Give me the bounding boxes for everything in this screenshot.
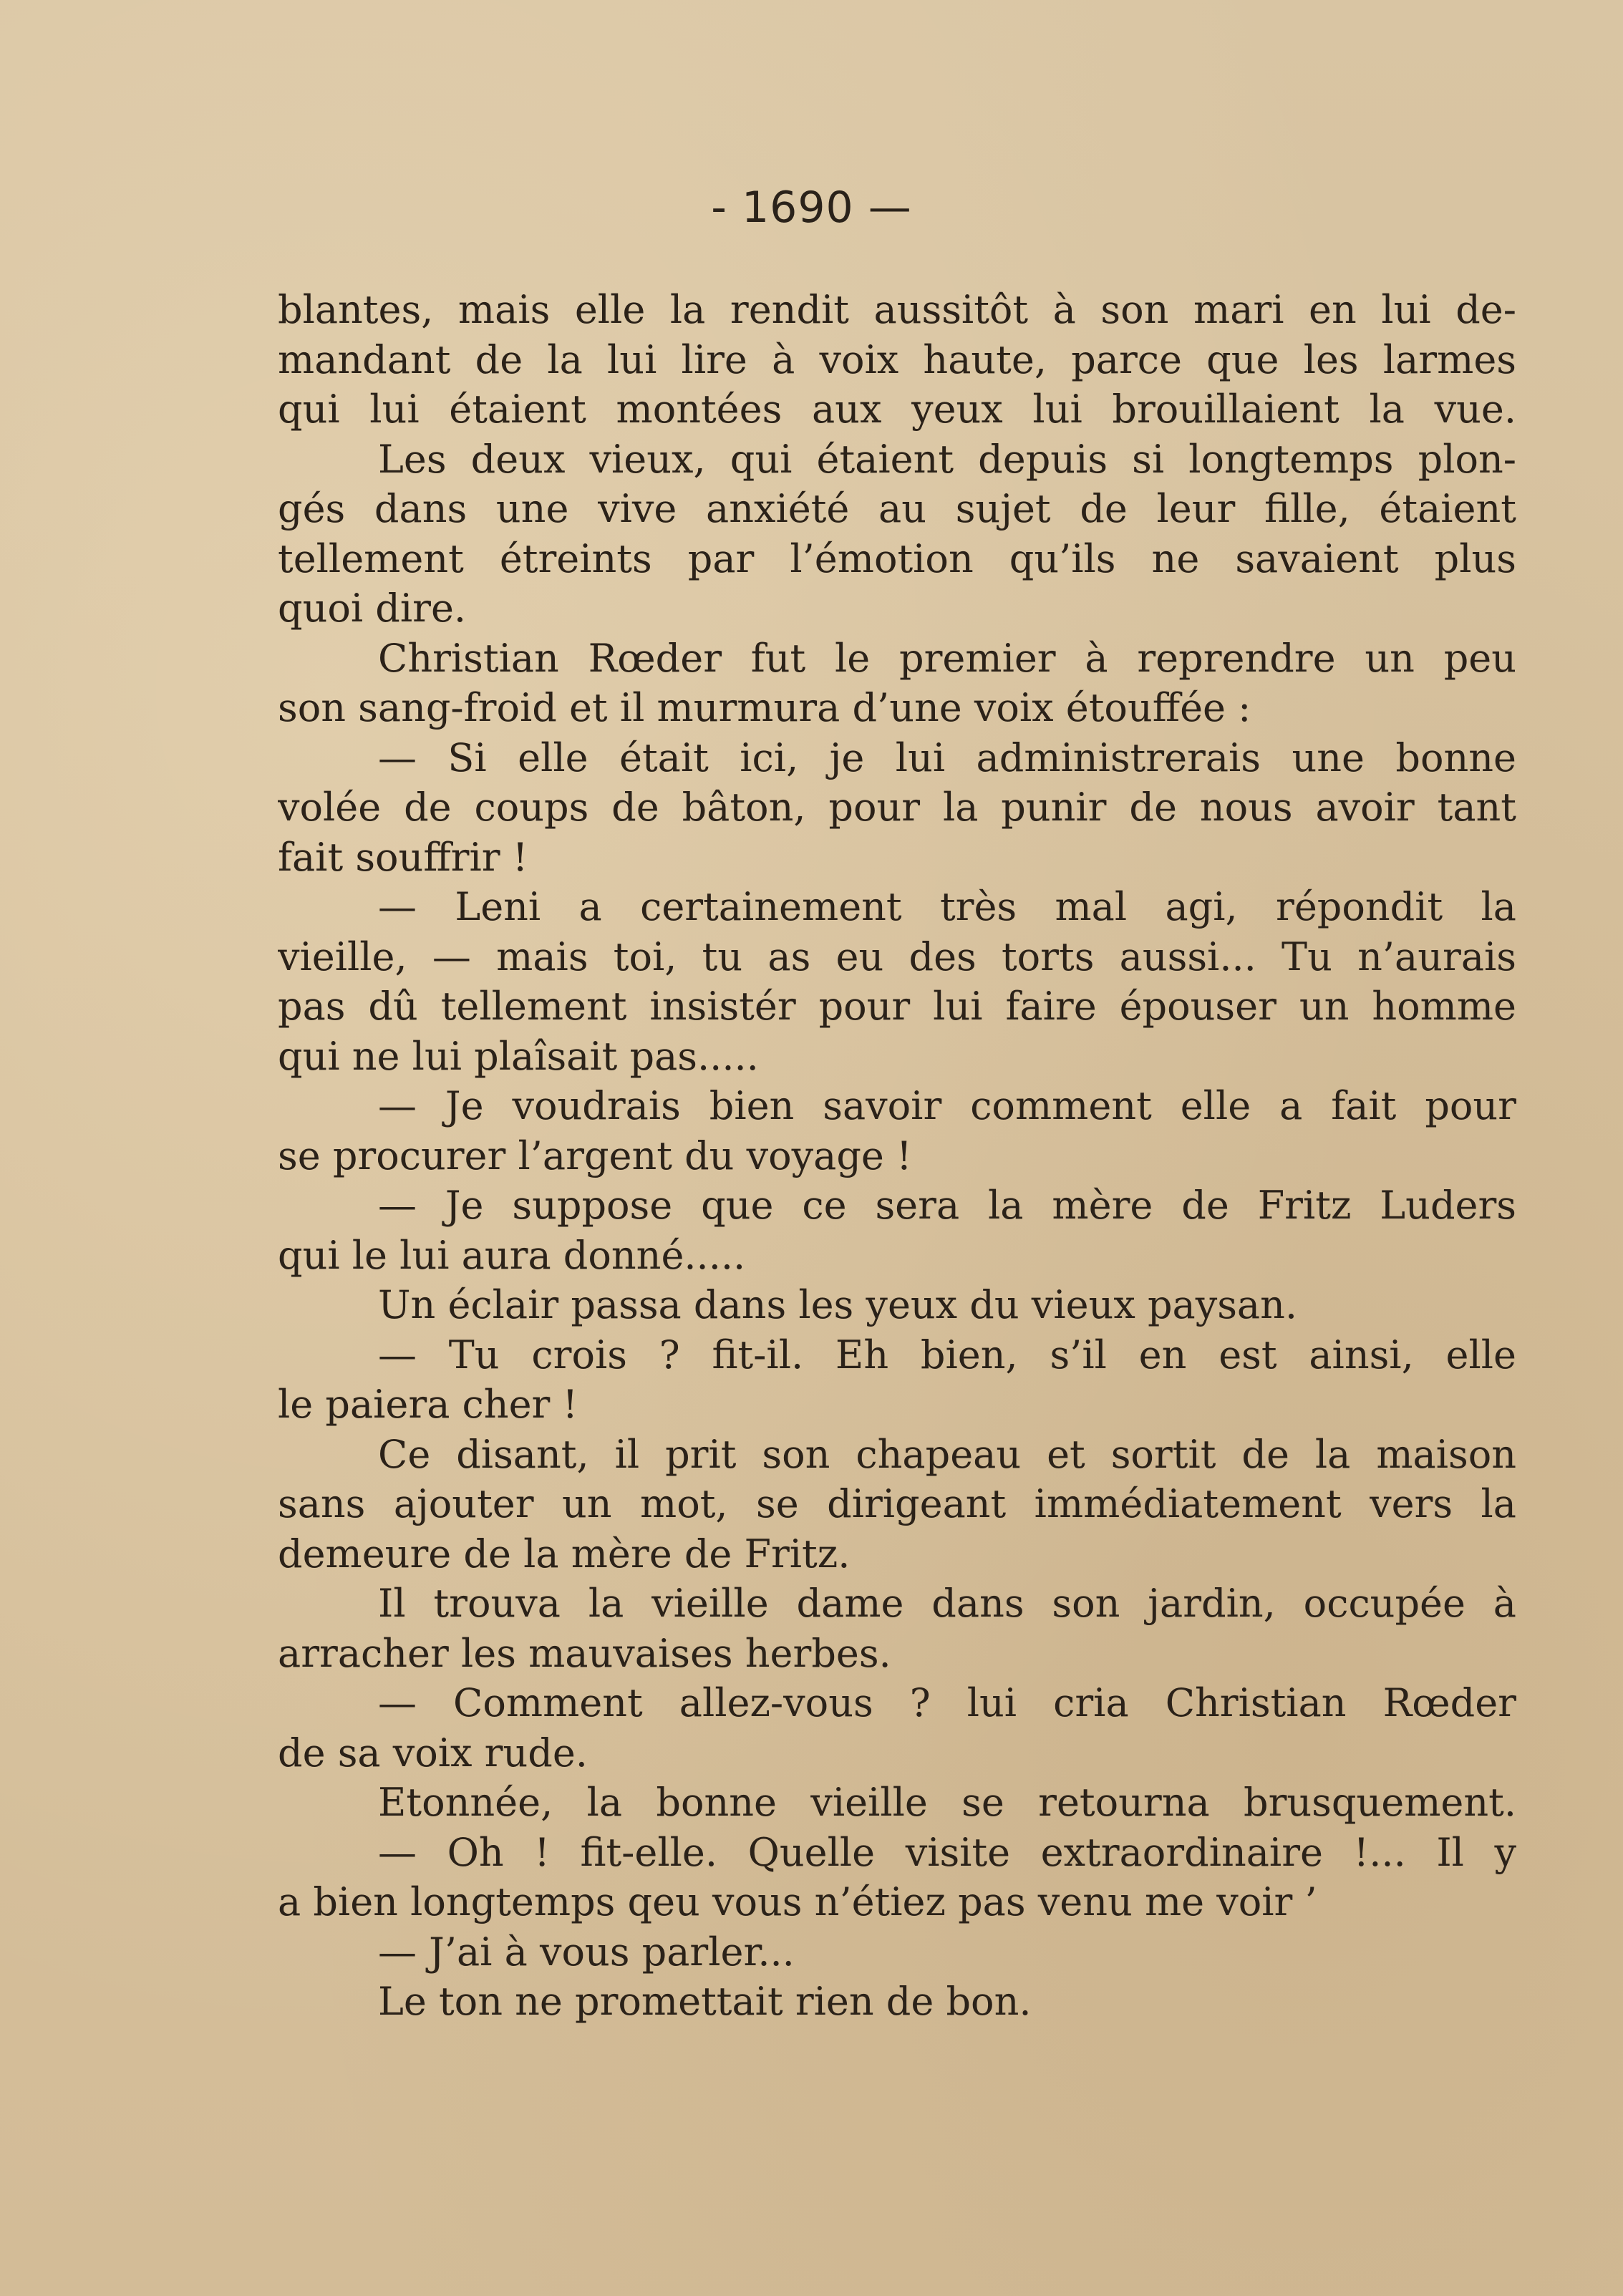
text-line: sans ajouter un mot, se dirigeant immédiatement vers la bbox=[278, 1481, 1516, 1526]
text-line: se procurer l’argent du voyage ! bbox=[278, 1133, 912, 1178]
text-line: Un éclair passa dans les yeux du vieux paysan. bbox=[378, 1282, 1298, 1327]
text-line: qui lui étaient montées aux yeux lui brouillaient la vue. bbox=[278, 387, 1516, 432]
body-text bbox=[278, 285, 1516, 2027]
text-line: — Leni a certainement très mal agi, répondit la bbox=[378, 884, 1516, 929]
text-line: tellement étreints par l’émotion qu’ils ne savaient plus bbox=[278, 536, 1516, 581]
text-line: pas dû tellement insistér pour lui faire épouser un homme bbox=[278, 984, 1516, 1029]
text-line: Le ton ne promettait rien de bon. bbox=[378, 1979, 1032, 2024]
text-line: — Comment allez-vous ? lui cria Christian Rœder bbox=[378, 1680, 1516, 1725]
text-line: quoi dire. bbox=[278, 586, 467, 631]
text-line: qui le lui aura donné..... bbox=[278, 1232, 746, 1278]
text-line: de sa voix rude. bbox=[278, 1730, 588, 1776]
text-line: — Si elle était ici, je lui administrerais une bonne bbox=[378, 735, 1516, 780]
text-line: — Je suppose que ce sera la mère de Fritz Luders bbox=[378, 1183, 1516, 1228]
text-line: volée de coups de bâton, pour la punir de nous avoir tant bbox=[278, 785, 1516, 830]
text-line: qui ne lui plaîsait pas..... bbox=[278, 1033, 759, 1079]
text-line: vieille, — mais toi, tu as eu des torts aussi... Tu n’aurais bbox=[278, 934, 1516, 979]
text-line: Ce disant, il prit son chapeau et sortit de la maison bbox=[378, 1431, 1516, 1477]
text-line: blantes, mais elle la rendit aussitôt à son mari en lui de- bbox=[278, 287, 1516, 332]
text-line: — Oh ! fit-elle. Quelle visite extraordinaire !... Il y bbox=[378, 1829, 1516, 1875]
text-line: Etonnée, la bonne vieille se retourna brusquement. bbox=[378, 1780, 1516, 1825]
text-line: — J’ai à vous parler... bbox=[378, 1929, 795, 1975]
text-line: fait souffrir ! bbox=[278, 834, 528, 880]
text-line: le paiera cher ! bbox=[278, 1382, 578, 1427]
text-line: — Tu crois ? fit-il. Eh bien, s’il en est ainsi, elle bbox=[378, 1332, 1516, 1377]
text-line: arracher les mauvaises herbes. bbox=[278, 1630, 891, 1676]
text-line: demeure de la mère de Fritz. bbox=[278, 1531, 851, 1576]
text-line: Christian Rœder fut le premier à reprendre un peu bbox=[378, 635, 1516, 681]
text-line: — Je voudrais bien savoir comment elle a fait pour bbox=[378, 1083, 1516, 1128]
text-line: son sang-froid et il murmura d’une voix étouffée : bbox=[278, 685, 1251, 730]
text-line: mandant de la lui lire à voix haute, parce que les larmes bbox=[278, 336, 1516, 382]
text-line: Il trouva la vieille dame dans son jardin, occupée à bbox=[378, 1581, 1516, 1626]
text-line: a bien longtemps qeu vous n’étiez pas venu me voir ’ bbox=[278, 1879, 1317, 1924]
page-number: - 1690 — bbox=[711, 183, 912, 233]
text-line: gés dans une vive anxiété au sujet de leur fille, étaient bbox=[278, 486, 1516, 531]
text-line: Les deux vieux, qui étaient depuis si longtemps plon- bbox=[378, 436, 1516, 482]
